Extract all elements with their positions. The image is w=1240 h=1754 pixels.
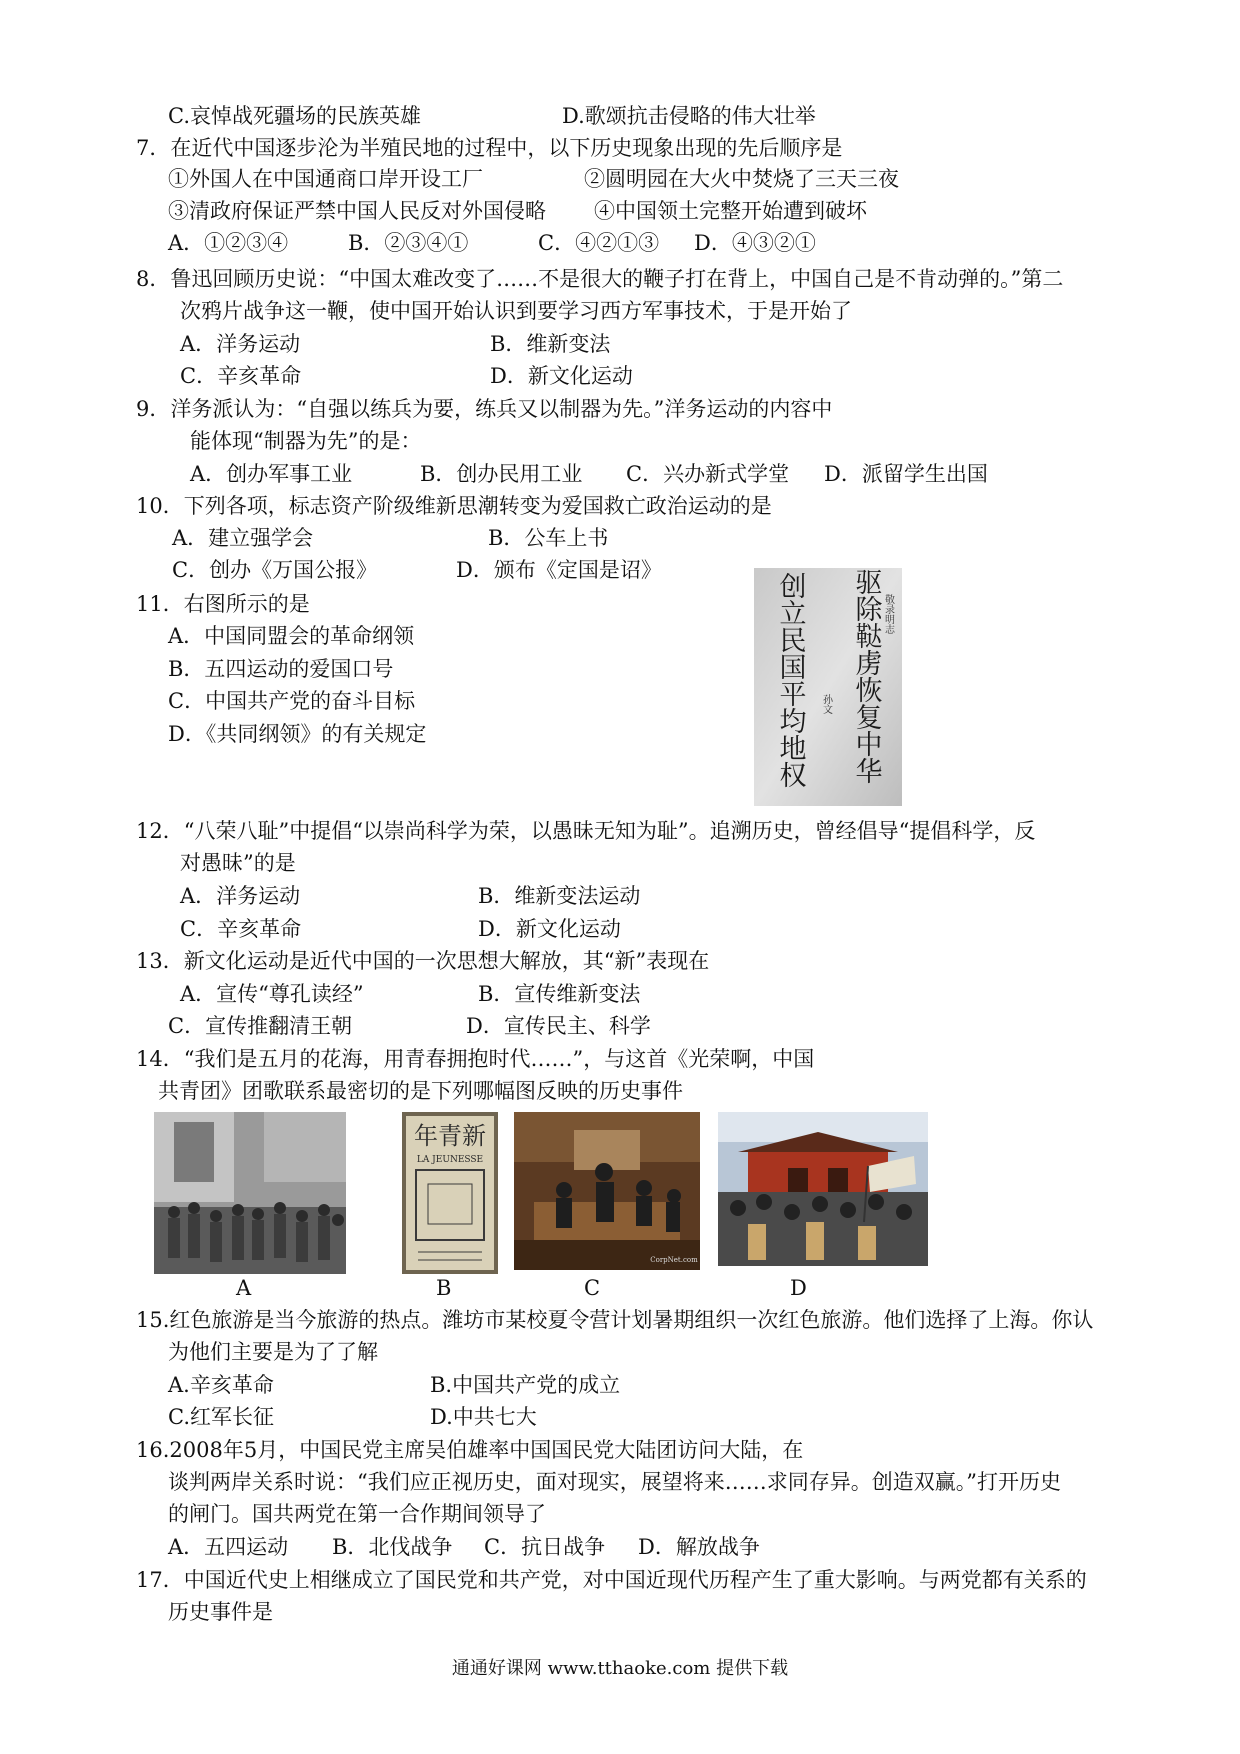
q8-option-d: D．新文化运动 [490, 364, 633, 388]
q7-option-b: B．②③④① [348, 231, 469, 255]
q12-option-d: D．新文化运动 [478, 917, 621, 941]
q11-option-a: A．中国同盟会的革命纲领 [168, 624, 415, 648]
picture-c-watermark: CorpNet.com [650, 1256, 698, 1264]
q16-option-d: D．解放战争 [638, 1535, 760, 1559]
q12-option-c: C．辛亥革命 [180, 917, 302, 941]
q14-stem: 14．“我们是五月的花海，用青春拥抱时代……”，与这首《光荣啊，中国 [136, 1047, 815, 1071]
q8-option-c: C．辛亥革命 [180, 364, 302, 388]
q11-stem: 11．右图所示的是 [136, 592, 310, 616]
q12-option-a: A．洋务运动 [180, 884, 301, 908]
picture-d [718, 1112, 928, 1266]
magazine-title: 年青新 [414, 1122, 486, 1150]
q17-stem: 17．中国近代史上相继成立了国民党和共产党，对中国近现代历程产生了重大影响。与两党都有关系的 [136, 1568, 1087, 1592]
q11-option-c: C．中国共产党的奋斗目标 [168, 689, 416, 713]
q16-stem-cont-1: 谈判两岸关系时说：“我们应正视历史，面对现实，展望将来……求同存异。创造双赢。”打开历史 [168, 1470, 1061, 1494]
q13-option-b: B．宣传维新变法 [478, 982, 641, 1006]
q15-option-b: B.中国共产党的成立 [430, 1373, 621, 1397]
q9-stem: 9．洋务派认为：“自强以练兵为要，练兵又以制器为先。”洋务运动的内容中 [136, 397, 833, 421]
picture-a [154, 1112, 346, 1274]
picture-b-label: B [436, 1276, 452, 1300]
q16-option-a: A．五四运动 [168, 1535, 289, 1559]
q10-option-d: D．颁布《定国是诏》 [456, 558, 662, 582]
q14-stem-cont: 共青团》团歌联系最密切的是下列哪幅图反映的历史事件 [158, 1079, 683, 1103]
q9-option-b: B．创办民用工业 [420, 462, 583, 486]
q9-stem-cont: 能体现“制器为先”的是： [190, 429, 422, 453]
picture-d-label: D [790, 1276, 807, 1300]
q8-option-a: A．洋务运动 [180, 332, 301, 356]
magazine-subtitle: LA JEUNESSE [416, 1155, 484, 1165]
q8-option-b: B．维新变法 [490, 332, 611, 356]
q13-option-d: D．宣传民主、科学 [466, 1014, 651, 1038]
q7-item-2: ②圆明园在大火中焚烧了三天三夜 [584, 167, 899, 191]
calligraphy-signature: 孙文 [820, 694, 832, 714]
q9-option-c: C．兴办新式学堂 [626, 462, 790, 486]
q15-option-a: A.辛亥革命 [168, 1373, 274, 1397]
q7-item-4: ④中国领土完整开始遭到破坏 [594, 199, 867, 223]
q12-stem: 12．“八荣八耻”中提倡“以崇尚科学为荣，以愚昧无知为耻”。追溯历史，曾经倡导“提倡科学，反 [136, 819, 1036, 843]
q17-stem-cont: 历史事件是 [168, 1600, 273, 1624]
picture-c-label: C [584, 1276, 601, 1300]
q8-stem: 8．鲁迅回顾历史说：“中国太难改变了……不是很大的鞭子打在背上，中国自己是不肯动弹的。”第二 [136, 267, 1064, 291]
picture-b [402, 1112, 498, 1274]
q13-option-c: C．宣传推翻清王朝 [168, 1014, 353, 1038]
calligraphy-inscription: 敬录明志 [882, 594, 894, 634]
q16-option-b: B．北伐战争 [332, 1535, 453, 1559]
q7-option-c: C．④②①③ [538, 231, 660, 255]
q12-option-b: B．维新变法运动 [478, 884, 641, 908]
q11-option-b: B．五四运动的爱国口号 [168, 657, 394, 681]
q12-stem-cont: 对愚昧”的是 [180, 851, 296, 875]
q16-stem: 16.2008年5月，中国民党主席吴伯雄率中国国民党大陆团访问大陆，在 [136, 1438, 804, 1462]
q16-stem-cont-2: 的闸门。国共两党在第一合作期间领导了 [168, 1502, 546, 1526]
q6-option-d: D.歌颂抗击侵略的伟大壮举 [562, 104, 816, 128]
calligraphy-right-column: 驱除鞑虏恢复中华 [850, 568, 882, 784]
q16-option-c: C．抗日战争 [484, 1535, 606, 1559]
q15-stem: 15.红色旅游是当今旅游的热点。潍坊市某校夏令营计划暑期组织一次红色旅游。他们选择了上海。你认 [136, 1308, 1094, 1332]
q10-option-a: A．建立强学会 [172, 526, 314, 550]
picture-c [514, 1112, 700, 1270]
page-footer: 通通好课网 www.tthaoke.com 提供下载 [451, 1658, 789, 1679]
q13-stem: 13．新文化运动是近代中国的一次思想大解放，其“新”表现在 [136, 949, 710, 973]
calligraphy-image [754, 568, 902, 806]
q10-option-c: C．创办《万国公报》 [172, 558, 378, 582]
q9-option-d: D．派留学生出国 [824, 462, 988, 486]
q7-option-d: D．④③②① [694, 231, 816, 255]
q7-option-a: A．①②③④ [168, 231, 289, 255]
picture-a-label: A [236, 1276, 252, 1300]
q7-item-1: ①外国人在中国通商口岸开设工厂 [168, 167, 483, 191]
calligraphy-left-column: 创立民国平均地权 [774, 572, 806, 788]
q9-option-a: A．创办军事工业 [190, 462, 353, 486]
q13-option-a: A．宣传“尊孔读经” [180, 982, 364, 1006]
q10-stem: 10．下列各项，标志资产阶级维新思潮转变为爱国救亡政治运动的是 [136, 494, 772, 518]
q11-option-d: D．《共同纲领》的有关规定 [168, 722, 427, 746]
q10-option-b: B．公车上书 [488, 526, 609, 550]
q15-stem-cont: 为他们主要是为了了解 [168, 1340, 378, 1364]
q15-option-d: D.中共七大 [430, 1405, 537, 1429]
q7-stem: 7．在近代中国逐步沦为半殖民地的过程中，以下历史现象出现的先后顺序是 [136, 136, 843, 160]
q15-option-c: C.红军长征 [168, 1405, 274, 1429]
q8-stem-cont: 次鸦片战争这一鞭，使中国开始认识到要学习西方军事技术，于是开始了 [180, 299, 852, 323]
q6-option-c: C.哀悼战死疆场的民族英雄 [168, 104, 421, 128]
q7-item-3: ③清政府保证严禁中国人民反对外国侵略 [168, 199, 546, 223]
